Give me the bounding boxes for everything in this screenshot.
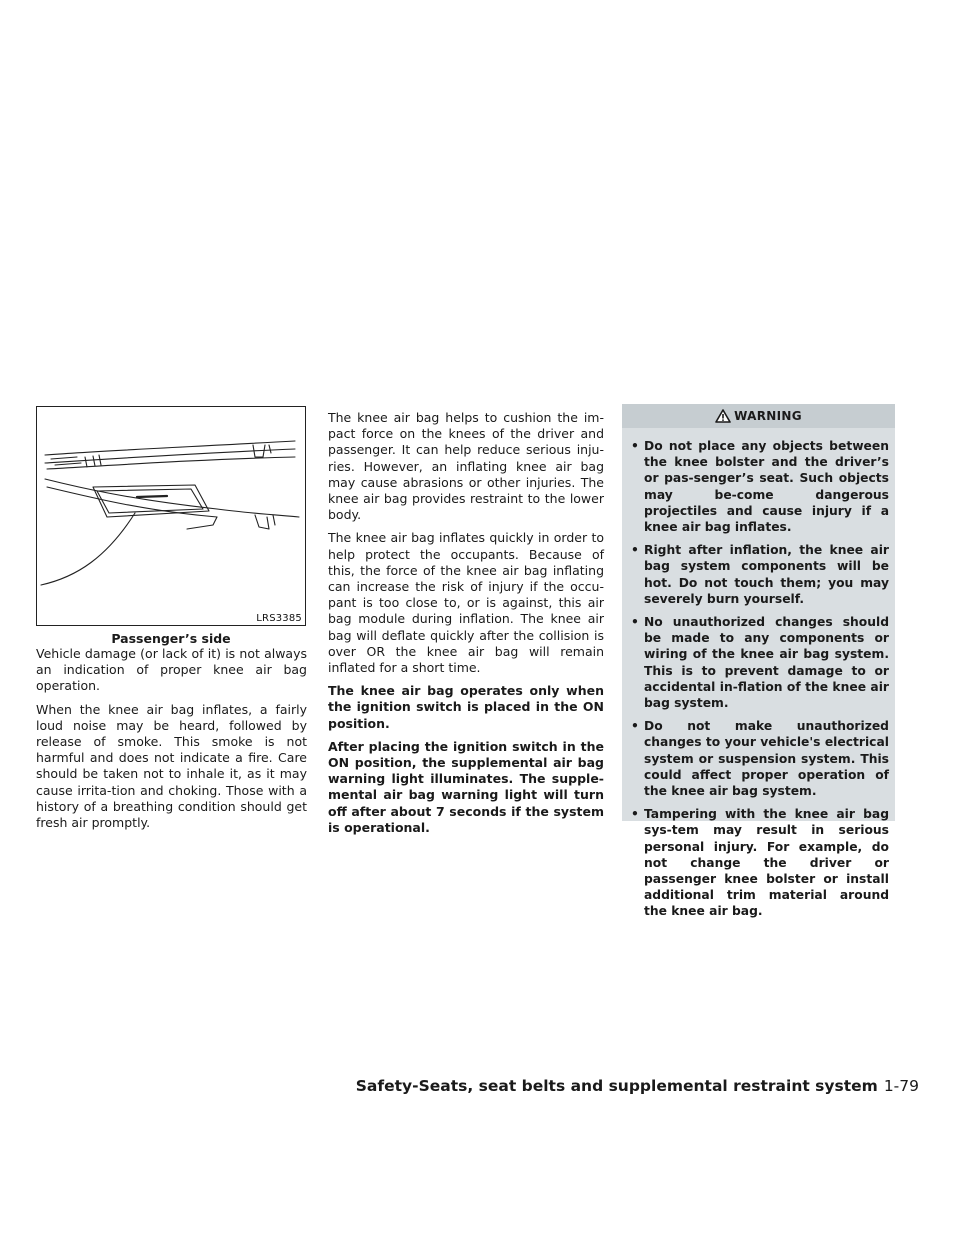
figure-code: LRS3385 <box>256 613 302 624</box>
bullet: • <box>631 543 639 558</box>
paragraph: The knee air bag helps to cushion the im-pact force on the knees of the driver and passenger. It can help reduce serious inju-ries. However, an inflating knee air bag may cause abrasions or other injuries. The knee air bag provides restraint to the lower body. <box>328 410 604 523</box>
warning-item-text: Do not place any objects between the knee bolster and the driver’s or pas-senger’s seat. Such objects may be-come dangerous projectiles and cause injury if a knee air bag inflates. <box>644 439 889 535</box>
warning-box <box>622 404 895 919</box>
warning-item-text: Right after inflation, the knee air bag system components will be hot. Do not touch them; you may severely burn yourself. <box>644 543 889 606</box>
bullet: • <box>631 719 639 734</box>
page-footer <box>356 1077 919 1095</box>
figure-caption: Passenger’s side <box>111 631 231 646</box>
warning-item-text: Tampering with the knee air bag sys-tem may result in serious personal injury. For example, do not change the driver or passenger knee bolster or install additional trim material around the knee air bag. <box>644 807 889 919</box>
bold-paragraph: The knee air bag operates only when the ignition switch is placed in the ON position. <box>328 683 604 731</box>
page-number: 1-79 <box>883 1077 919 1095</box>
bullet: • <box>631 615 639 630</box>
paragraph: The knee air bag inflates quickly in order to help protect the occupants. Because of this, the force of the knee air bag inflating can increase the risk of injury if the occu-pant is too close to, or is against, this air bag module during inflation. The knee air bag will deflate quickly after the collision is over OR the knee air bag will remain inflated for a short time. <box>328 530 604 676</box>
warning-list <box>622 428 895 920</box>
dashboard-line-drawing <box>37 407 305 625</box>
warning-item <box>630 718 889 799</box>
warning-triangle-icon <box>715 409 731 423</box>
warning-title: WARNING <box>734 409 802 423</box>
bullet: • <box>631 439 639 453</box>
warning-item <box>630 806 889 919</box>
knee-airbag-illustration <box>36 406 306 626</box>
warning-item <box>630 614 889 711</box>
warning-item <box>630 438 889 535</box>
bold-paragraph: After placing the ignition switch in the ON position, the supplemental air bag warning light illuminates. The supple-mental air bag warning light will turn off after about 7 seconds if the system is operational. <box>328 738 604 835</box>
warning-item-text: Do not make unauthorized changes to your vehicle's electrical system or suspension system. This could affect proper operation of the knee air bag system. <box>644 719 889 799</box>
paragraph: When the knee air bag inflates, a fairly loud noise may be heard, followed by release of smoke. This smoke is not harmful and does not indicate a fire. Care should be taken not to inhale it, as it may cause irrita-tion and choking. Those with a history of a breathing condition should get fresh air promptly. <box>36 701 307 831</box>
warning-header <box>622 404 895 428</box>
column-2-text <box>328 410 604 843</box>
column-1-text <box>36 646 307 838</box>
warning-item-text: No unauthorized changes should be made to any components or wiring of the knee air bag system. This is to prevent damage to or accidental in-flation of the knee air bag system. <box>644 615 889 711</box>
bullet: • <box>631 807 639 822</box>
paragraph: Vehicle damage (or lack of it) is not always an indication of proper knee air bag operation. <box>36 646 307 694</box>
warning-item <box>630 542 889 607</box>
section-title: Safety-Seats, seat belts and supplemental restraint system <box>355 1077 878 1095</box>
